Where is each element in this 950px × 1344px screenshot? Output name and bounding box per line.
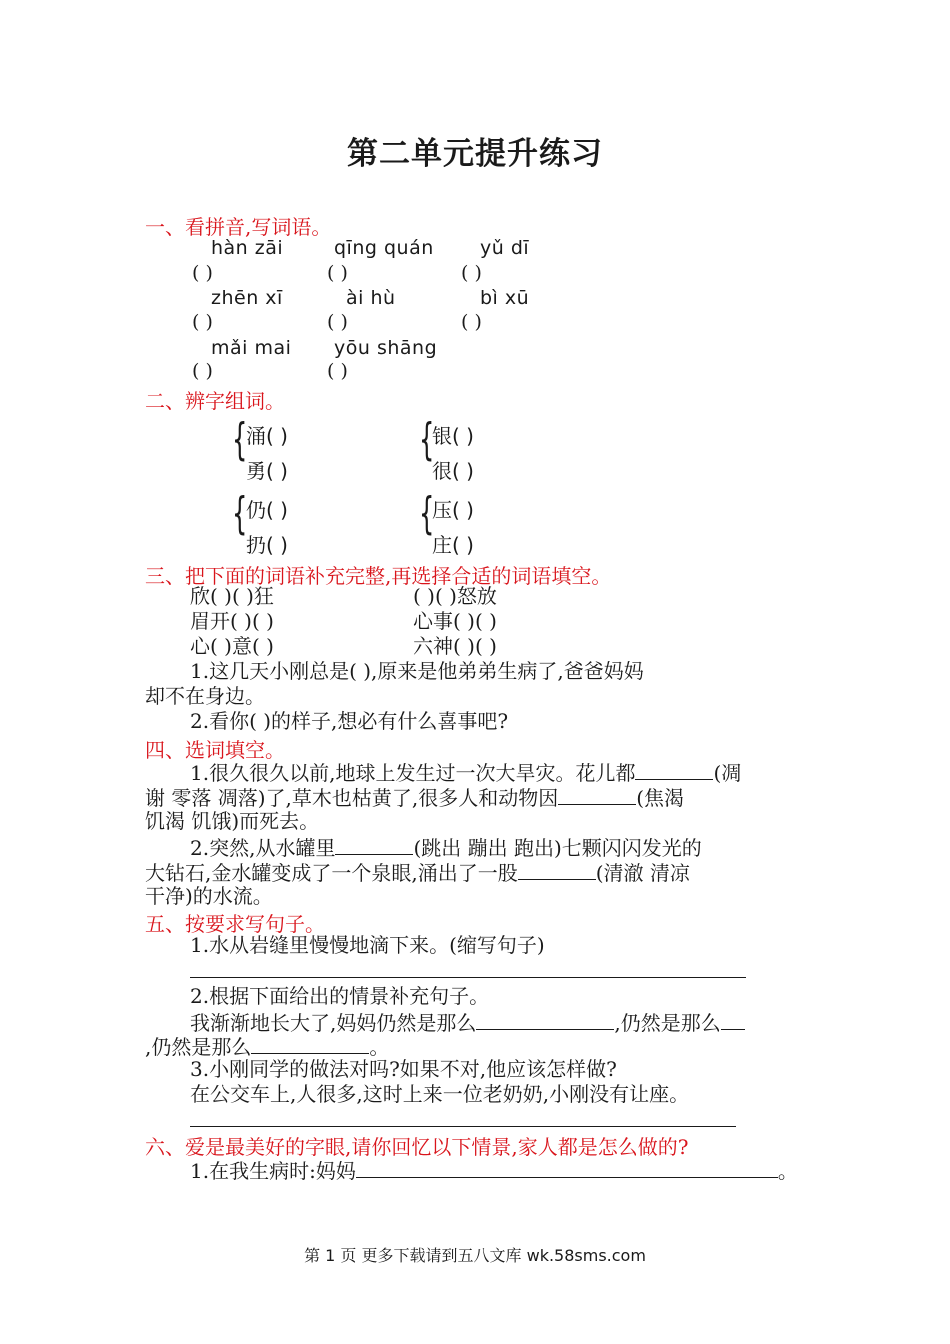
char-pair-item: 庄( ) [432,533,474,557]
char-pair-item: 仍( ) [246,498,288,522]
question-text: 1.在我生病时:妈妈 。 [190,1159,798,1183]
pinyin-4: zhēn xī [211,287,283,309]
answer-blank[interactable] [356,1157,778,1178]
pinyin-1: hàn zāi [211,237,284,259]
char-pair-item: 压( ) [432,498,474,522]
pinyin-5: ài hù [346,287,396,309]
char-pair-item: 很( ) [432,459,474,483]
answer-paren: ( ) [192,262,213,284]
pinyin-2: qīng quán [334,237,434,259]
answer-blank[interactable] [476,1009,614,1030]
idiom-item: ( )( )怒放 [413,584,497,608]
section-4-heading: 四、选词填空。 [145,738,285,762]
answer-line[interactable] [190,977,746,978]
pinyin-8: yōu shāng [334,337,438,359]
char-pair-item: 涌( ) [246,424,288,448]
question-text: 1.这几天小刚总是( ),原来是他弟弟生病了,爸爸妈妈 [190,659,644,683]
page-title: 第二单元提升练习 [347,136,603,172]
question-text: ,仍然是那么 。 [145,1035,390,1059]
answer-blank[interactable] [335,834,413,855]
pinyin-7: mǎi mai [211,337,292,359]
char-pair-item: 扔( ) [246,533,288,557]
page-footer: 第 1 页 更多下载请到五八文库 wk.58sms.com [304,1246,646,1265]
answer-paren: ( ) [327,311,348,333]
answer-paren: ( ) [327,262,348,284]
answer-blank[interactable] [251,1033,369,1054]
question-text: 2.看你( )的样子,想必有什么喜事吧? [190,709,509,733]
question-text: 在公交车上,人很多,这时上来一位老奶奶,小刚没有让座。 [190,1082,690,1106]
question-text: 3.小刚同学的做法对吗?如果不对,他应该怎样做? [190,1057,617,1081]
idiom-item: 六神( )( ) [413,634,497,658]
question-text: 2.突然,从水罐里 (跳出 蹦出 跑出)七颗闪闪发光的 [190,836,702,860]
answer-paren: ( ) [192,311,213,333]
answer-blank[interactable] [721,1009,745,1030]
answer-blank[interactable] [558,784,636,805]
idiom-item: 眉开( )( ) [190,609,274,633]
brace-icon: { [232,488,248,539]
answer-paren: ( ) [461,311,482,333]
brace-icon: { [419,488,435,539]
idiom-item: 心( )意( ) [190,634,274,658]
section-5-heading: 五、按要求写句子。 [145,912,325,936]
question-text: 我渐渐地长大了,妈妈仍然是那么 ,仍然是那么 [190,1009,745,1035]
question-text: 2.根据下面给出的情景补充句子。 [190,984,490,1008]
brace-icon: { [419,414,435,465]
idiom-item: 欣( )( )狂 [190,584,274,608]
section-6-heading: 六、爱是最美好的字眼,请你回忆以下情景,家人都是怎么做的? [145,1135,689,1159]
question-text: 谢 零落 凋落)了,草木也枯黄了,很多人和动物因 (焦渴 [145,786,685,810]
pinyin-6: bì xū [480,287,530,309]
brace-icon: { [232,414,248,465]
answer-line[interactable] [190,1126,736,1127]
question-text: 却不在身边。 [145,684,265,708]
section-1-heading: 一、看拼音,写词语。 [145,215,332,239]
answer-paren: ( ) [461,262,482,284]
pinyin-3: yǔ dī [480,237,530,259]
answer-blank[interactable] [518,859,596,880]
question-text: 干净)的水流。 [145,884,273,908]
answer-blank[interactable] [635,759,713,780]
section-2-heading: 二、辨字组词。 [145,389,285,413]
idiom-item: 心事( )( ) [413,609,497,633]
question-text: 1.水从岩缝里慢慢地滴下来。(缩写句子) [190,933,545,957]
char-pair-item: 银( ) [432,424,474,448]
answer-paren: ( ) [327,360,348,382]
section-3-heading: 三、把下面的词语补充完整,再选择合适的词语填空。 [145,564,612,588]
answer-paren: ( ) [192,360,213,382]
question-text: 大钻石,金水罐变成了一个泉眼,涌出了一股 (清澈 清凉 [145,861,690,885]
char-pair-item: 勇( ) [246,459,288,483]
question-text: 饥渴 饥饿)而死去。 [145,809,320,833]
question-text: 1.很久很久以前,地球上发生过一次大旱灾。花儿都 (凋 [190,761,742,785]
